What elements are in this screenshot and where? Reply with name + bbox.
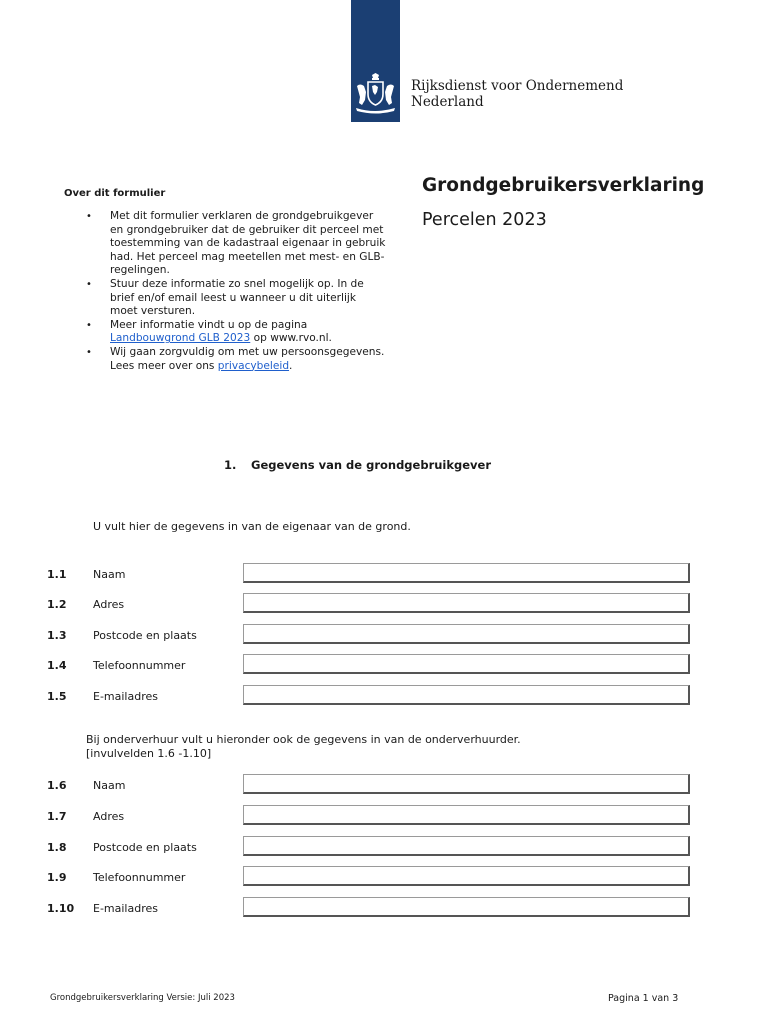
field-row-1-1 [0,563,770,587]
field-number: 1.10 [47,902,75,915]
field-label: Telefoonnummer [93,659,186,672]
subletting-note-line2: [invulvelden 1.6 -1.10] [86,747,212,760]
organization-name [411,78,623,110]
onderverhuurder-postcode-plaats-input[interactable] [243,836,690,856]
field-row-1-9 [0,866,770,890]
onderverhuurder-telefoonnummer-input[interactable] [243,866,690,886]
about-bullet-3 [86,319,386,346]
onderverhuurder-naam-input[interactable] [243,774,690,794]
about-bullet-2 [86,278,386,319]
footer-page-number: Pagina 1 van 3 [608,993,679,1004]
field-label: Adres [93,598,125,611]
field-label: E-mailadres [93,902,158,915]
naam-input[interactable] [243,563,690,583]
about-bullet-2-text: Stuur deze informatie zo snel mogelijk op. In de brief en/of email leest u wanneer u dit uiterlijk moet versturen. [110,277,364,318]
field-number: 1.1 [47,568,67,581]
about-bullet-4-text-post: . [289,359,293,372]
field-label: E-mailadres [93,690,158,703]
section-1-intro: U vult hier de gegevens in van de eigenaar van de grond. [93,520,411,533]
field-number: 1.4 [47,659,67,672]
organization-name-line2: Nederland [411,94,484,110]
about-bullet-3-text-pre: Meer informatie vindt u op de pagina [110,318,308,331]
form-subtitle: Percelen 2023 [422,210,547,230]
field-number: 1.5 [47,690,67,703]
footer-version: Grondgebruikersverklaring Versie: Juli 2023 [50,993,235,1003]
field-row-1-6 [0,774,770,798]
field-label: Postcode en plaats [93,629,197,642]
about-bullet-list [86,210,386,373]
form-title: Grondgebruikersverklaring [422,175,705,196]
organization-name-line1: Rijksdienst voor Ondernemend [411,78,624,94]
telefoonnummer-input[interactable] [243,654,690,674]
privacy-policy-link[interactable]: privacybeleid [217,359,290,372]
field-row-1-5 [0,685,770,709]
field-number: 1.2 [47,598,67,611]
section-1-heading [224,458,491,472]
onderverhuurder-adres-input[interactable] [243,805,690,825]
section-1-number: 1. [224,458,237,472]
postcode-plaats-input[interactable] [243,624,690,644]
about-bullet-1 [86,210,386,278]
field-number: 1.9 [47,871,67,884]
field-label: Adres [93,810,125,823]
about-bullet-4-text-pre: Wij gaan zorgvuldig om met uw persoonsgegevens. Lees meer over ons [110,345,385,372]
landbouwgrond-link[interactable]: Landbouwgrond GLB 2023 [110,332,251,345]
field-row-1-4 [0,654,770,678]
about-bullet-4 [86,346,386,373]
section-1-title: Gegevens van de grondgebruikgever [251,458,492,472]
subletting-note-line1: Bij onderverhuur vult u hieronder ook de gegevens in van de onderverhuurder. [86,733,521,746]
logo-bar [351,0,400,122]
field-row-1-2 [0,593,770,617]
subletting-note [86,733,521,761]
about-bullet-3-text-post: op www.rvo.nl. [250,332,332,345]
adres-input[interactable] [243,593,690,613]
onderverhuurder-email-input[interactable] [243,897,690,917]
field-number: 1.8 [47,841,67,854]
field-label: Telefoonnummer [93,871,186,884]
field-number: 1.6 [47,779,67,792]
field-number: 1.3 [47,629,67,642]
field-row-1-10 [0,897,770,921]
email-input[interactable] [243,685,690,705]
field-row-1-3 [0,624,770,648]
about-heading: Over dit formulier [64,188,166,199]
field-number: 1.7 [47,810,67,823]
dutch-coat-of-arms-icon [353,72,398,116]
field-row-1-7 [0,805,770,829]
field-label: Postcode en plaats [93,841,197,854]
about-bullet-1-text: Met dit formulier verklaren de grondgebruikgever en grondgebruiker dat de gebruiker dit perceel met toestemming van de kadastraal eigenaar in gebruik had. Het perceel mag meetellen met mest- en GLB-regelingen. [110,210,386,277]
field-label: Naam [93,779,126,792]
field-row-1-8 [0,836,770,860]
field-label: Naam [93,568,126,581]
